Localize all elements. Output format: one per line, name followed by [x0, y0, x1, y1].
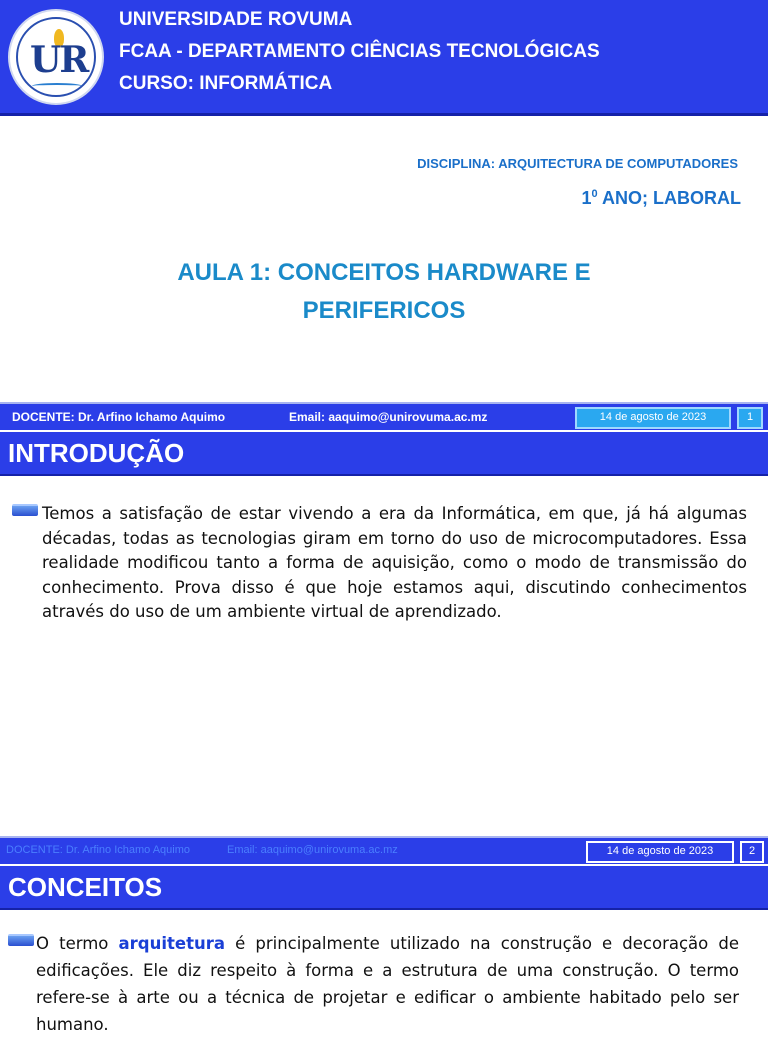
intro-paragraph: Temos a satisfação de estar vivendo a era da Informática, em que, já há algumas décadas, todas as tecnologias giram em torno do uso de microcomputadores. Essa realidade modificou tanto a forma de aquisição, como o modo de transmissão do conhecimento. Prova disso é que hoje estamos aqui, discutindo conhecimentos através do uso de um ambiente virtual de aprendizado. — [42, 504, 747, 621]
concepts-paragraph: O termo arquitetura é principalmente utilizado na construção e decoração de edificações. Ele diz respeito à forma e a estrutura de uma construção. O termo refere-se à arte ou a técnica de projetar e edificar o ambiente habitado pelo ser humano. — [36, 934, 739, 1034]
lecturer-email: Email: aaquimo@unirovuma.ac.mz — [289, 410, 488, 424]
bullet-icon — [8, 934, 34, 946]
slide-date: 14 de agosto de 2023 — [575, 407, 731, 429]
page-number: 1 — [737, 407, 763, 429]
slide-title: CONCEITOS — [8, 872, 163, 902]
concepts-slide — [0, 828, 768, 1034]
discipline-label: DISCIPLINA: ARQUITECTURA DE COMPUTADORES — [417, 156, 738, 171]
introduction-slide — [0, 402, 768, 828]
highlighted-term: arquitetura — [118, 934, 225, 953]
title-bar — [0, 432, 768, 476]
title-slide — [0, 0, 768, 398]
slide-footer — [0, 402, 768, 430]
year-label: $1^0$ ANO; LABORAL — [581, 188, 741, 208]
slide-date: 14 de agosto de 2023 — [586, 841, 734, 863]
page-number: 2 — [740, 841, 764, 863]
slide-title: INTRODUÇÃO — [8, 438, 185, 468]
university-name: UNIVERSIDADE ROVUMA — [119, 9, 353, 30]
lecturer-email: Email: aaquimo@unirovuma.ac.mz — [227, 844, 398, 856]
slide-footer — [0, 836, 768, 864]
university-logo: UR — [8, 9, 104, 105]
bullet-icon — [12, 504, 38, 516]
lesson-title: AULA 1: CONCEITOS HARDWARE E PERIFERICOS — [177, 259, 591, 324]
course-name: CURSO: INFORMÁTICA — [119, 73, 333, 94]
header-bar — [0, 0, 768, 116]
title-bar — [0, 866, 768, 910]
department-name: FCAA - DEPARTAMENTO CIÊNCIAS TECNOLÓGICAS — [119, 41, 600, 62]
lecturer-name: DOCENTE: Dr. Arfino Ichamo Aquimo — [12, 410, 226, 424]
lecturer-name: DOCENTE: Dr. Arfino Ichamo Aquimo — [6, 844, 191, 856]
